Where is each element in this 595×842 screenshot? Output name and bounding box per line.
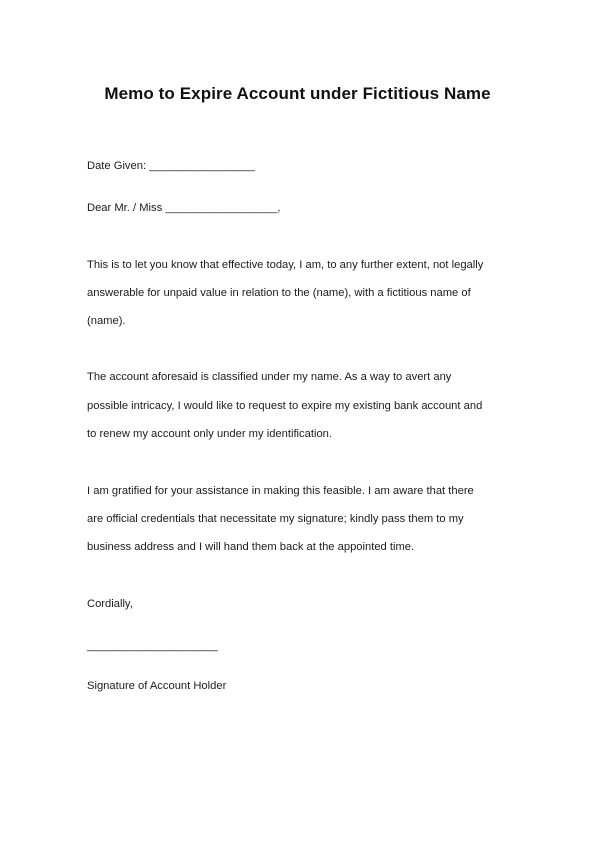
paragraph-2-line-1: The account aforesaid is classified under my name. As a way to avert any bbox=[87, 371, 452, 383]
closing-line: Cordially, bbox=[87, 598, 133, 610]
paragraph-3-line-3: business address and I will hand them back at the appointed time. bbox=[87, 541, 415, 553]
date-given-line: Date Given: _________________ bbox=[87, 160, 255, 172]
salutation-line: Dear Mr. / Miss __________________, bbox=[87, 202, 281, 214]
signature-blank: _____________________ bbox=[87, 640, 218, 652]
paragraph-1-line-2: answerable for unpaid value in relation to the (name), with a fictitious name of bbox=[87, 287, 471, 299]
signature-label: Signature of Account Holder bbox=[87, 680, 227, 692]
paragraph-2-line-2: possible intricacy, I would like to request to expire my existing bank account and bbox=[87, 400, 483, 412]
paragraph-1-line-1: This is to let you know that effective today, I am, to any further extent, not legally bbox=[87, 259, 484, 271]
paragraph-1-line-3: (name). bbox=[87, 315, 126, 327]
memo-title: Memo to Expire Account under Fictitious Name bbox=[104, 84, 491, 103]
paragraph-3-line-1: I am gratified for your assistance in making this feasible. I am aware that there bbox=[87, 485, 474, 497]
paragraph-2-line-3: to renew my account only under my identification. bbox=[87, 428, 333, 440]
paragraph-3-line-2: are official credentials that necessitate my signature; kindly pass them to my bbox=[87, 513, 464, 525]
